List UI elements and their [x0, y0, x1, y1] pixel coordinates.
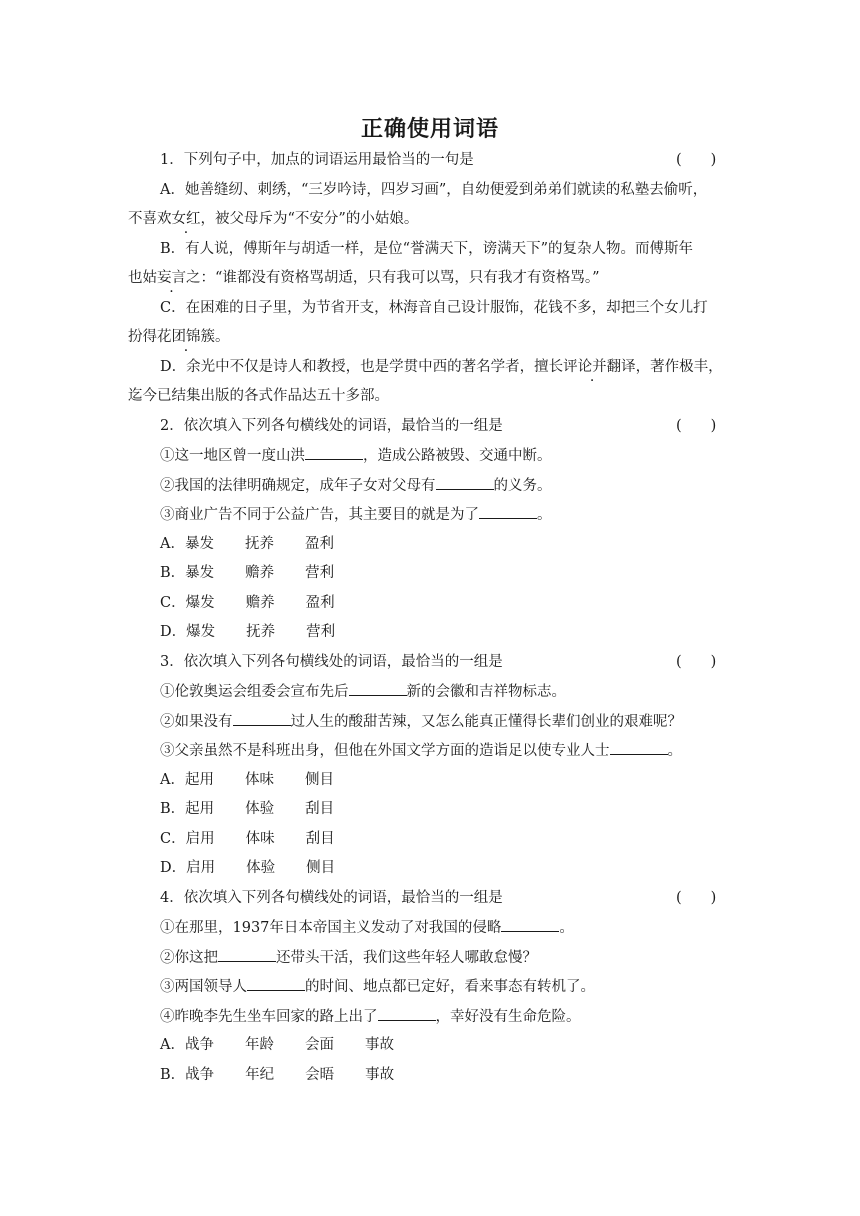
q4-sentence-4: ④昨晚李先生坐车回家的路上出了 ，幸好没有生命危险。 [160, 1006, 581, 1027]
q3-sentence-3: ③父亲虽然不是科班出身，但他在外国文学方面的造诣足以使专业人士 。 [160, 740, 682, 761]
q1-answer-paren: ( ) [676, 152, 717, 168]
q2-sentence-3: ③商业广告不同于公益广告，其主要目的就是为了 。 [160, 504, 552, 525]
q4-sentence-2: ②你这把 还带头干活，我们这些年轻人哪敢怠慢？ [160, 947, 537, 968]
q3-sentence-2: ②如果没有 过人生的酸甜苦辣，又怎么能真正懂得长辈们创业的艰难呢？ [160, 711, 682, 732]
q1-stem: 1．下列句子中，加点的词语运用最恰当的一句是 [160, 152, 474, 168]
q4-sentence-3: ③两国领导人 的时间、地点都已定好，看来事态有转机了。 [160, 976, 595, 997]
q2-answer-paren: ( ) [676, 418, 717, 434]
q2-option-d: D．爆发 抚养 营利 [160, 624, 336, 640]
q3-option-c: C．启用 体味 刮目 [160, 831, 335, 847]
q3-stem: 3．依次填入下列各句横线处的词语，最恰当的一组是 [160, 654, 503, 670]
fill-blank [233, 711, 291, 726]
q2-stem: 2．依次填入下列各句横线处的词语，最恰当的一组是 [160, 418, 503, 434]
q1-option-b-line2: 也姑妄言之：“谁都没有资格骂胡适，只有我可以骂，只有我才有资格骂。” [128, 270, 600, 286]
fill-blank [305, 445, 363, 460]
q1-dotted-word-c: 花团锦簇 [157, 329, 215, 345]
q1-option-a-line1: A．她善缝纫、刺绣，“三岁吟诗，四岁习画”，自幼便爱到弟弟们就读的私塾去偷听， [160, 182, 708, 198]
q1-dotted-word-d: 论并 [577, 359, 607, 375]
fill-blank [436, 475, 494, 490]
q3-option-a: A．起用 体味 侧目 [160, 772, 334, 788]
fill-blank [378, 1006, 436, 1021]
q4-option-a: A．战争 年龄 会面 事故 [160, 1037, 394, 1053]
q2-option-a: A．暴发 抚养 盈利 [160, 536, 334, 552]
q1-dotted-word-a: 女红 [171, 211, 201, 227]
q3-option-d: D．启用 体验 侧目 [160, 860, 336, 876]
fill-blank [610, 740, 668, 755]
q2-option-b: B．暴发 赡养 营利 [160, 565, 335, 581]
fill-blank [479, 504, 537, 519]
q3-option-b: B．起用 体验 刮目 [160, 801, 335, 817]
q3-sentence-1: ①伦敦奥运会组委会宣布先后 新的会徽和吉祥物标志。 [160, 681, 566, 702]
fill-blank [247, 976, 305, 991]
fill-blank [218, 947, 276, 962]
q1-option-c-line2: 扮得花团锦簇。 [128, 329, 230, 345]
q1-option-c-line1: C．在困难的日子里，为节省开支，林海音自己设计服饰，花钱不多，却把三个女儿打 [160, 300, 708, 316]
fill-blank [349, 681, 407, 696]
q1-option-a-line2: 不喜欢女红，被父母斥为“不安分”的小姑娘。 [128, 211, 419, 227]
q1-dotted-word-b: 姑妄言之 [142, 270, 201, 286]
q4-option-b: B．战争 年纪 会晤 事故 [160, 1067, 395, 1083]
q2-sentence-1: ①这一地区曾一度山洪 ，造成公路被毁、交通中断。 [160, 445, 552, 466]
q2-option-c: C．爆发 赡养 盈利 [160, 595, 335, 611]
q4-sentence-1: ①在那里，1937年日本帝国主义发动了对我国的侵略 。 [160, 917, 574, 938]
q4-answer-paren: ( ) [676, 890, 717, 906]
q1-option-d-line2: 迄今已结集出版的各式作品达五十多部。 [128, 388, 389, 404]
page-title: 正确使用词语 [360, 116, 499, 142]
q3-answer-paren: ( ) [676, 654, 717, 670]
q1-option-d-line1: D．余光中不仅是诗人和教授，也是学贯中西的著名学者，擅长评论并翻译，著作极丰， [160, 359, 723, 375]
fill-blank [501, 917, 559, 932]
q2-sentence-2: ②我国的法律明确规定，成年子女对父母有 的义务。 [160, 475, 552, 496]
q4-stem: 4．依次填入下列各句横线处的词语，最恰当的一组是 [160, 890, 503, 906]
q1-option-b-line1: B．有人说，傅斯年与胡适一样，是位“誉满天下，谤满天下”的复杂人物。而傅斯年 [160, 241, 693, 257]
